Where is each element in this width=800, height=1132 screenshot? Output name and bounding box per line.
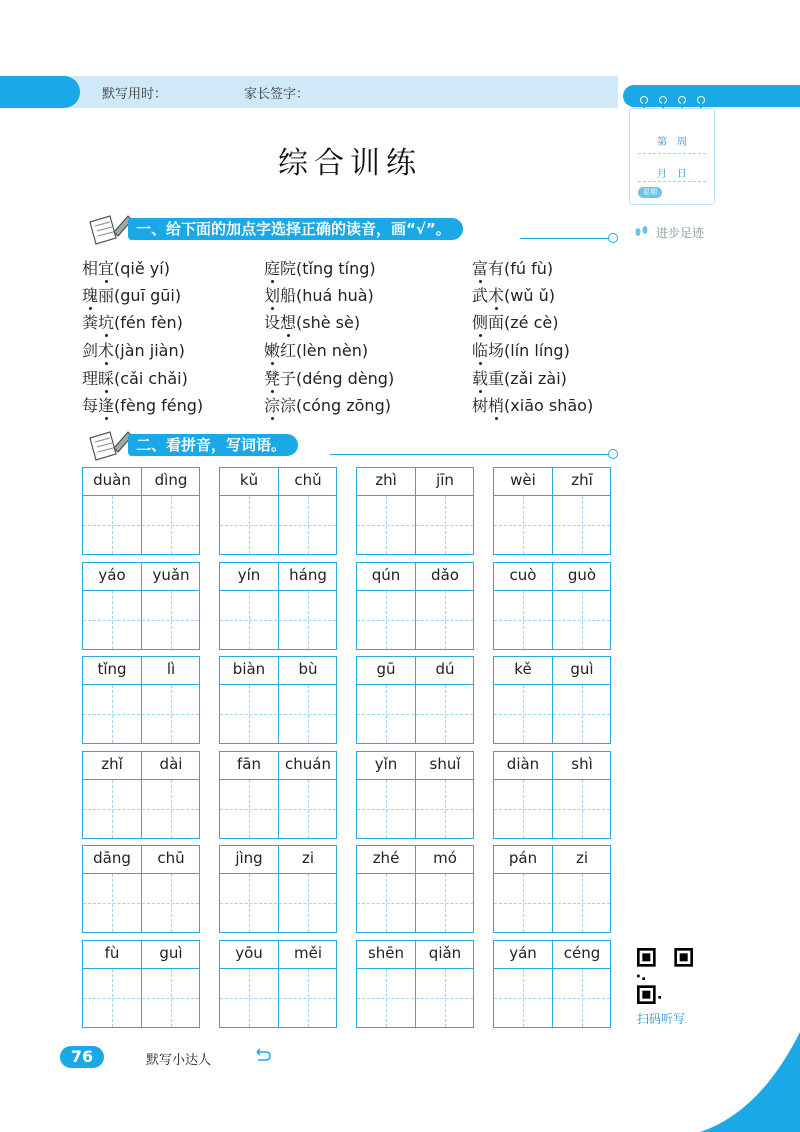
dotted-character: 梢 xyxy=(488,396,505,415)
pinyin-options: (lín líng) xyxy=(504,341,570,360)
writing-box[interactable] xyxy=(82,845,200,933)
word-character: 理 xyxy=(82,369,99,388)
pinyin-syllable: cuò xyxy=(509,566,537,584)
header-cap xyxy=(0,76,80,108)
word-character: 有 xyxy=(488,259,505,278)
word-character: 红 xyxy=(280,341,297,360)
dotted-character: 术 xyxy=(98,341,115,360)
pinyin-options: (qiě yí) xyxy=(114,259,170,278)
dotted-character: 嫩 xyxy=(264,341,281,360)
reading-choice-item[interactable] xyxy=(264,283,374,306)
pinyin-syllable: gū xyxy=(376,660,396,678)
writing-box[interactable] xyxy=(82,562,200,650)
pinyin-syllable: guì xyxy=(159,944,183,962)
pinyin-syllable: zhǐ xyxy=(101,755,123,773)
page-number: 76 xyxy=(60,1046,104,1068)
return-arrow-icon xyxy=(254,1048,272,1062)
page-title: 综合训练 xyxy=(278,146,422,181)
pinyin-options: (guī gūi) xyxy=(114,286,182,305)
pinyin-syllable: dài xyxy=(159,755,183,773)
pinyin-syllable: zhì xyxy=(375,471,397,489)
qr-label: 扫码听写 xyxy=(637,1012,686,1026)
reading-choice-item[interactable] xyxy=(82,393,203,416)
pinyin-syllable: duàn xyxy=(93,471,131,489)
pinyin-syllable: pán xyxy=(508,849,538,867)
pinyin-options: (wǔ ǔ) xyxy=(504,286,555,305)
reading-choice-item[interactable] xyxy=(82,310,183,333)
reading-choice-item[interactable] xyxy=(472,338,570,361)
writing-box[interactable] xyxy=(493,562,611,650)
writing-box[interactable] xyxy=(219,656,337,744)
word-character: 子 xyxy=(280,369,297,388)
pinyin-syllable: jīn xyxy=(436,471,454,489)
weekday-pill: 星期 xyxy=(638,187,662,198)
pinyin-options: (cǎi chǎi) xyxy=(114,369,188,388)
word-character: 剑 xyxy=(82,341,99,360)
word-character: 粪 xyxy=(82,313,99,332)
pinyin-syllable: zhé xyxy=(372,849,400,867)
pinyin-options: (fèng féng) xyxy=(114,396,204,415)
word-character: 树 xyxy=(472,396,489,415)
dotted-character: 富 xyxy=(472,259,489,278)
pinyin-syllable: mó xyxy=(433,849,457,867)
qr-code-icon[interactable] xyxy=(637,948,693,1004)
reading-choice-item[interactable] xyxy=(82,256,170,279)
writing-box[interactable] xyxy=(82,467,200,555)
writing-box[interactable] xyxy=(82,751,200,839)
word-character: 武 xyxy=(472,286,489,305)
pinyin-syllable: dú xyxy=(435,660,455,678)
word-character: 面 xyxy=(488,313,505,332)
dotted-character: 侧 xyxy=(472,313,489,332)
pinyin-syllable: jìng xyxy=(235,849,263,867)
dotted-character: 载 xyxy=(472,369,489,388)
writing-box[interactable] xyxy=(219,562,337,650)
writing-box[interactable] xyxy=(493,467,611,555)
pinyin-syllable: shì xyxy=(571,755,593,773)
pinyin-syllable: zi xyxy=(575,849,589,867)
pinyin-syllable: dìng xyxy=(154,471,188,489)
reading-choice-item[interactable] xyxy=(82,283,181,306)
word-character: 相 xyxy=(82,259,99,278)
calendar-tab xyxy=(623,85,800,107)
pinyin-syllable: fān xyxy=(237,755,261,773)
pinyin-syllable: kě xyxy=(514,660,532,678)
writing-box[interactable] xyxy=(493,845,611,933)
reading-choice-item[interactable] xyxy=(264,338,368,361)
word-character: 丽 xyxy=(98,286,115,305)
pinyin-syllable: dǎo xyxy=(431,566,459,584)
word-character: 设 xyxy=(264,313,281,332)
writing-box[interactable] xyxy=(82,656,200,744)
section1-rule-end xyxy=(608,233,618,243)
writing-box[interactable] xyxy=(493,751,611,839)
footprints-icon xyxy=(634,224,652,240)
pinyin-syllable: guò xyxy=(567,566,597,584)
pinyin-syllable: yōu xyxy=(235,944,263,962)
section2-rule-end xyxy=(608,449,618,459)
dotted-character: 瑰 xyxy=(82,286,99,305)
pinyin-syllable: zhī xyxy=(571,471,593,489)
pinyin-options: (huá huà) xyxy=(296,286,374,305)
writing-box[interactable] xyxy=(356,562,474,650)
pinyin-syllable: shuǐ xyxy=(429,755,461,773)
writing-box[interactable] xyxy=(219,845,337,933)
pinyin-syllable: háng xyxy=(289,566,327,584)
pinyin-options: (fú fù) xyxy=(504,259,554,278)
dotted-character: 庭 xyxy=(264,259,281,278)
pinyin-syllable: tǐng xyxy=(97,660,127,678)
dotted-character: 宜 xyxy=(98,259,115,278)
dotted-character: 划 xyxy=(264,286,281,305)
section1-rule xyxy=(520,238,610,239)
pinyin-syllable: lì xyxy=(166,660,176,678)
progress-label: 进步足迹 xyxy=(656,226,705,240)
reading-choice-item[interactable] xyxy=(264,366,394,389)
pinyin-syllable: kǔ xyxy=(239,471,259,489)
pinyin-syllable: dāng xyxy=(93,849,131,867)
pinyin-options: (lèn nèn) xyxy=(296,341,369,360)
dotted-character: 坑 xyxy=(98,313,115,332)
pinyin-options: (jàn jiàn) xyxy=(114,341,185,360)
dotted-character: 逢 xyxy=(98,396,115,415)
pinyin-syllable: qún xyxy=(371,566,401,584)
date-label: 月 日 xyxy=(657,169,687,180)
word-character: 院 xyxy=(280,259,297,278)
pinyin-options: (xiāo shāo) xyxy=(504,396,594,415)
section1-title: 一、给下面的加点字选择正确的读音，画“√”。 xyxy=(128,218,463,240)
pinyin-syllable: měi xyxy=(293,944,322,962)
writing-box[interactable] xyxy=(356,845,474,933)
word-character: 船 xyxy=(280,286,297,305)
writing-box[interactable] xyxy=(356,940,474,1028)
pinyin-options: (tǐng tíng) xyxy=(296,259,376,278)
writing-box[interactable] xyxy=(493,940,611,1028)
pinyin-syllable: yuǎn xyxy=(152,566,190,584)
reading-choice-item[interactable] xyxy=(264,393,391,416)
writing-box[interactable] xyxy=(356,751,474,839)
reading-choice-item[interactable] xyxy=(472,310,558,333)
pinyin-syllable: guì xyxy=(570,660,594,678)
dotted-character: 临 xyxy=(472,341,489,360)
writing-box[interactable] xyxy=(219,467,337,555)
dotted-character: 淙 xyxy=(264,396,281,415)
pinyin-syllable: shēn xyxy=(367,944,405,962)
writing-box[interactable] xyxy=(219,751,337,839)
pinyin-options: (fén fèn) xyxy=(114,313,183,332)
pinyin-syllable: bù xyxy=(298,660,318,678)
reading-choice-item[interactable] xyxy=(264,256,376,279)
pinyin-options: (zé cè) xyxy=(504,313,559,332)
pinyin-syllable: diàn xyxy=(506,755,540,773)
week-label: 第 周 xyxy=(657,137,687,148)
dotted-character: 睬 xyxy=(98,369,115,388)
pinyin-syllable: chuán xyxy=(285,755,331,773)
word-character: 每 xyxy=(82,396,99,415)
pinyin-syllable: chū xyxy=(157,849,185,867)
section2-title: 二、看拼音，写词语。 xyxy=(128,434,298,456)
dotted-character: 想 xyxy=(280,313,297,332)
reading-choice-item[interactable] xyxy=(82,366,188,389)
word-character: 重 xyxy=(488,369,505,388)
corner-decoration xyxy=(700,1032,800,1132)
parent-signature-label: 家长签字： xyxy=(244,87,310,102)
reading-choice-item[interactable] xyxy=(472,283,555,306)
section2-rule xyxy=(330,454,610,455)
pinyin-syllable: wèi xyxy=(510,471,536,489)
pinyin-syllable: yín xyxy=(237,566,261,584)
dotted-character: 凳 xyxy=(264,369,281,388)
pinyin-syllable: zi xyxy=(301,849,315,867)
pinyin-syllable: biàn xyxy=(232,660,266,678)
reading-choice-item[interactable] xyxy=(264,310,360,333)
reading-choice-item[interactable] xyxy=(472,393,593,416)
pinyin-syllable: yán xyxy=(509,944,537,962)
writing-box[interactable] xyxy=(356,656,474,744)
word-character: 场 xyxy=(488,341,505,360)
dictation-time-label: 默写用时： xyxy=(102,87,168,102)
word-character: 淙 xyxy=(280,396,297,415)
pinyin-syllable: qiǎn xyxy=(428,944,462,962)
pinyin-options: (cóng zōng) xyxy=(296,396,391,415)
writing-box[interactable] xyxy=(356,467,474,555)
pinyin-options: (shè sè) xyxy=(296,313,361,332)
pinyin-options: (zǎi zài) xyxy=(504,369,567,388)
reading-choice-item[interactable] xyxy=(472,256,553,279)
writing-box[interactable] xyxy=(82,940,200,1028)
pinyin-syllable: yáo xyxy=(98,566,126,584)
pinyin-options: (déng dèng) xyxy=(296,369,395,388)
pinyin-syllable: fù xyxy=(104,944,120,962)
pinyin-syllable: yǐn xyxy=(374,755,398,773)
book-title: 默写小达人 xyxy=(146,1053,212,1068)
reading-choice-item[interactable] xyxy=(472,366,567,389)
reading-choice-item[interactable] xyxy=(82,338,185,361)
dotted-character: 术 xyxy=(488,286,505,305)
pinyin-syllable: chǔ xyxy=(294,471,322,489)
writing-box[interactable] xyxy=(219,940,337,1028)
writing-box[interactable] xyxy=(493,656,611,744)
pinyin-syllable: céng xyxy=(563,944,601,962)
